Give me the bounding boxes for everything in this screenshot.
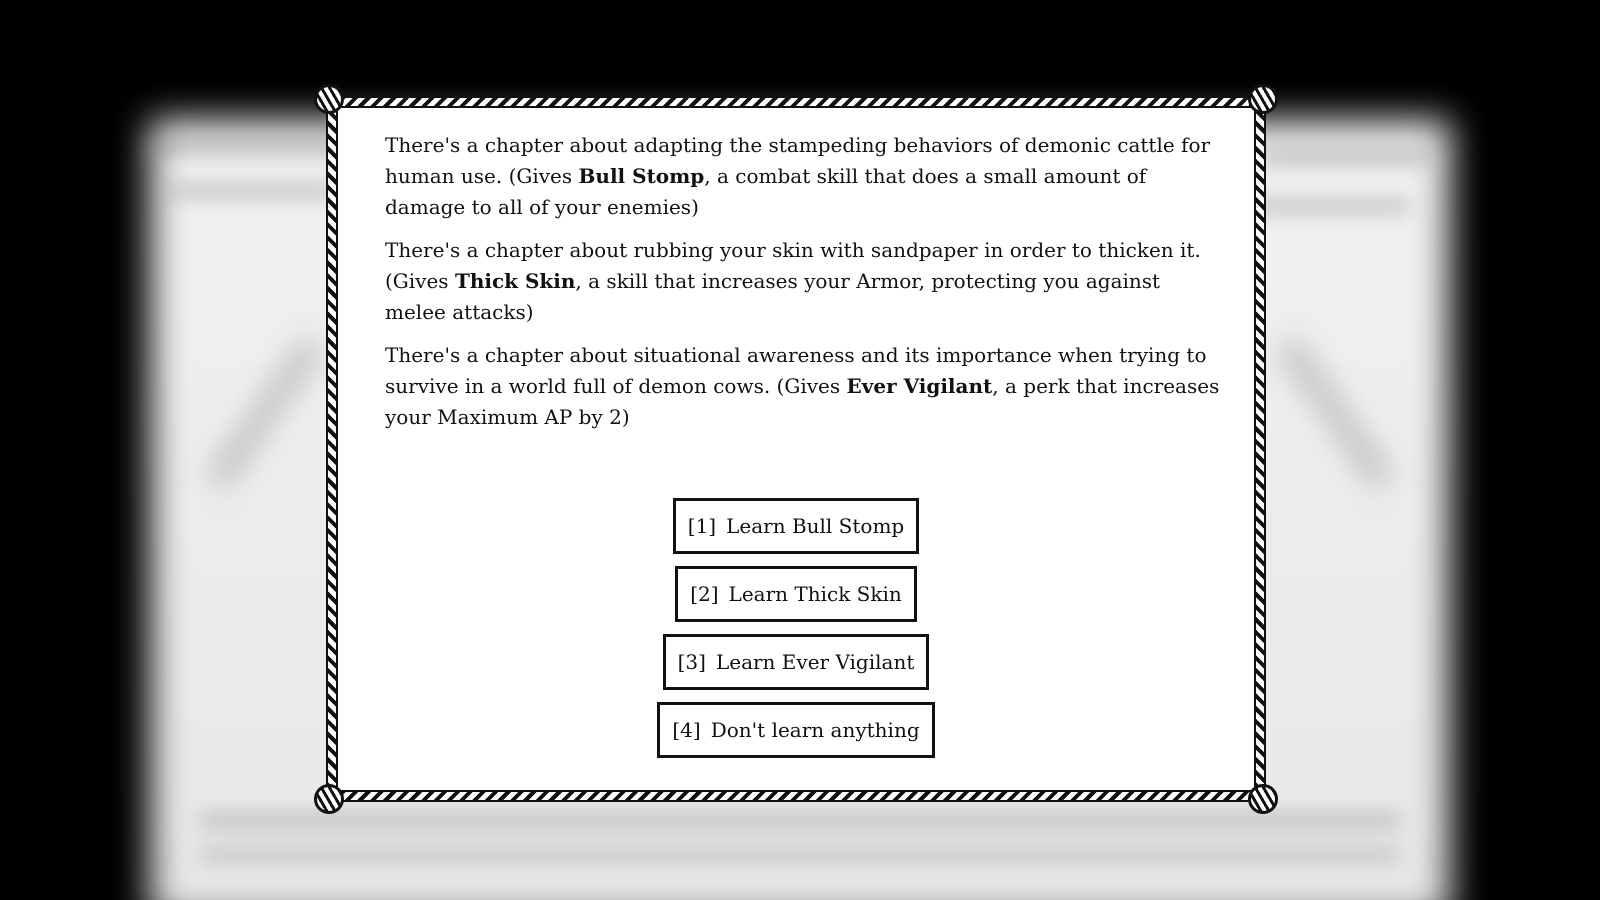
background-plank [1260,150,1430,164]
perk-name: Ever Vigilant [846,374,993,398]
chapter-paragraph [385,130,1220,223]
background-plank [200,815,1400,827]
rope-knot-icon [1248,84,1278,114]
paragraph-text: There's a chapter about adapting the stampeding behaviors of demonic cattle for human use. (Gives [385,133,1211,188]
skill-name: Thick Skin [454,269,576,293]
choice-label: Learn Ever Vigilant [715,650,915,674]
dont-learn-button[interactable] [657,702,934,758]
rope-border-top [338,96,1254,108]
background-plank [200,850,1400,860]
chapter-paragraph [385,340,1220,433]
paragraph-text: , a perk that increases your Maximum AP by 2) [385,374,1220,429]
hotkey-label: [1] [687,514,717,538]
choice-label: Learn Thick Skin [728,582,902,606]
background-plank [1250,200,1410,212]
hotkey-label: [2] [690,582,719,606]
hotkey-label: [3] [677,650,706,674]
rope-knot-icon [314,84,344,114]
dialog-text [385,130,1220,445]
paragraph-text: There's a chapter about situational awareness and its importance when trying to survive in a world full of demon cows. (Gives [385,343,1207,398]
paragraph-text: , a combat skill that does a small amount of damage to all of your enemies) [385,164,1147,219]
background-plank [150,140,350,154]
skill-name: Bull Stomp [578,164,705,188]
choice-list [330,498,1262,770]
rope-border-bottom [338,790,1254,802]
chapter-paragraph [385,235,1220,328]
learn-bull-stomp-button[interactable] [673,498,919,554]
rope-knot-icon [314,784,344,814]
paragraph-text: There's a chapter about rubbing your skin with sandpaper in order to thicken it. (Gives [385,238,1201,293]
paragraph-text: , a skill that increases your Armor, protecting you against melee attacks) [385,269,1161,324]
learn-ever-vigilant-button[interactable] [663,634,930,690]
book-dialog [330,100,1262,798]
choice-label: Don't learn anything [710,718,920,742]
learn-thick-skin-button[interactable] [675,566,917,622]
background-plank [170,185,340,197]
rope-knot-icon [1248,784,1278,814]
hotkey-label: [4] [672,718,701,742]
choice-label: Learn Bull Stomp [726,514,905,538]
